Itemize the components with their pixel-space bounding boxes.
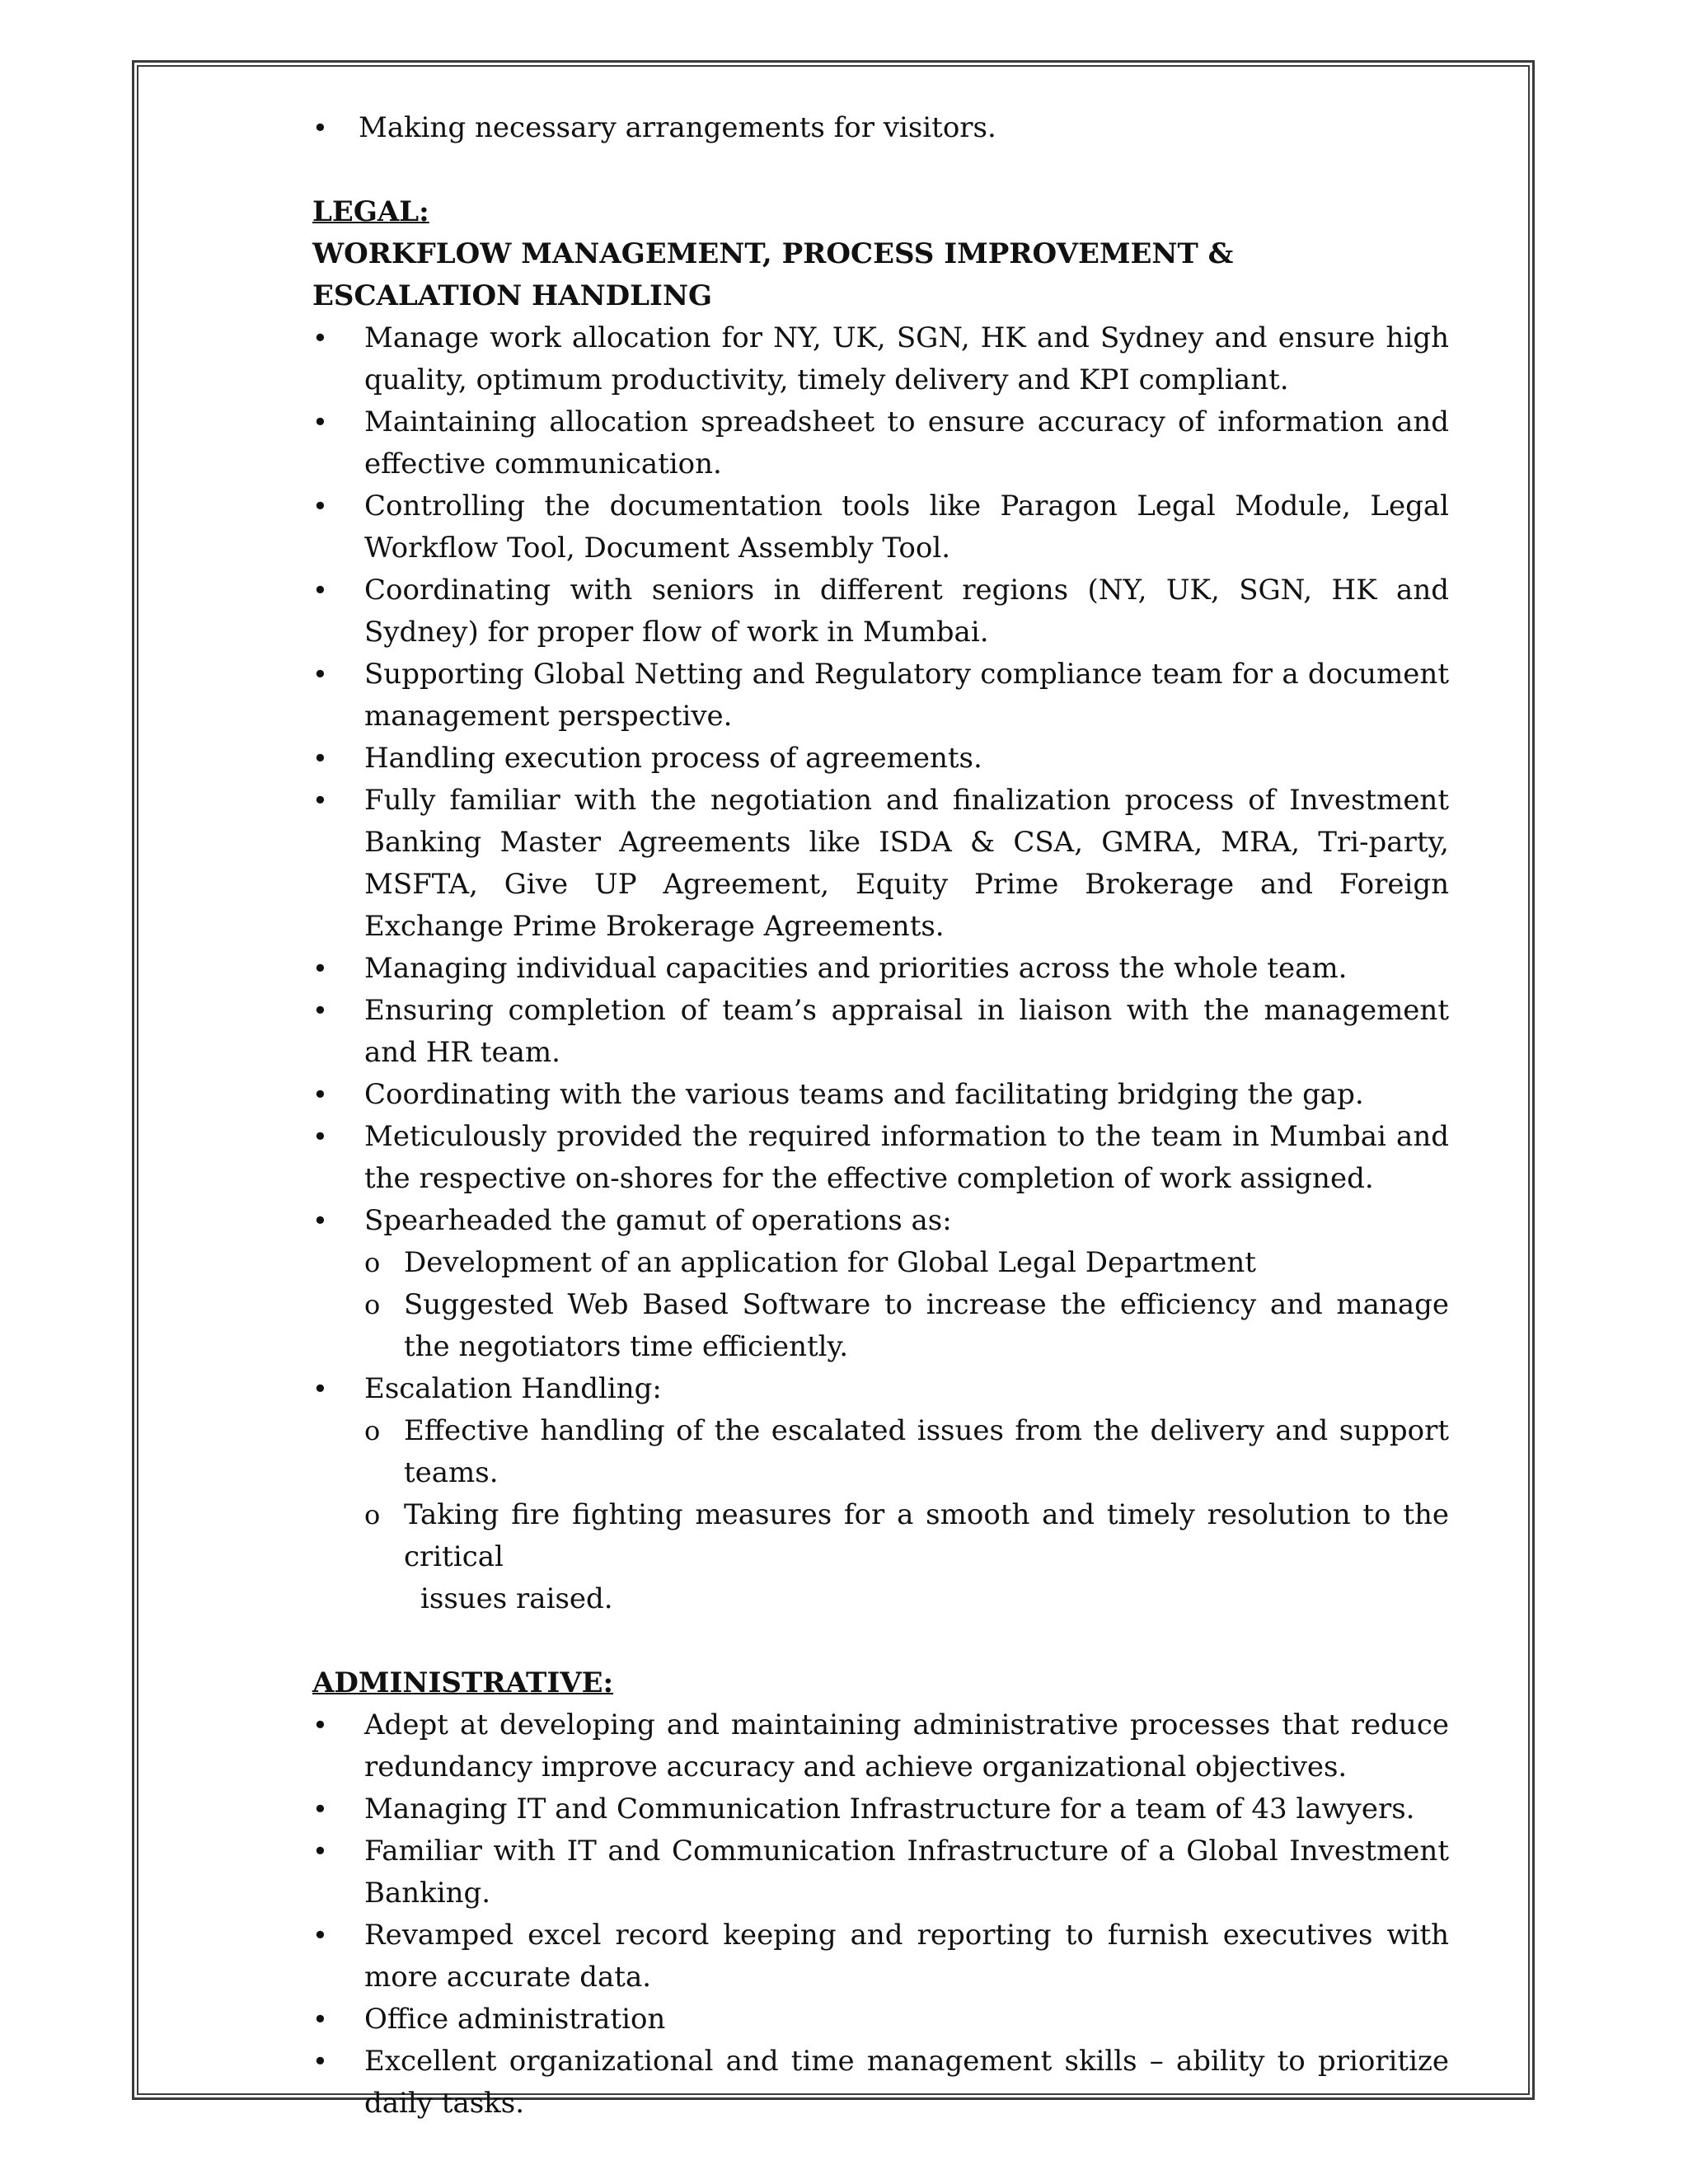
administrative-list xyxy=(312,1704,1449,2125)
list-item: • Managing individual capacities and priorities across the whole team. xyxy=(312,948,1449,990)
sub-list-item: o Development of an application for Global Legal Department xyxy=(364,1242,1449,1284)
bullet-icon: • xyxy=(312,1121,328,1152)
list-item: • Escalation Handling: o Effective handling of the escalated issues from the delivery and support teams. o Taking fire fighting measures for a smooth and timely resolution to the critical issues raised. xyxy=(312,1368,1449,1620)
document-body xyxy=(312,107,1449,2125)
bullet-icon: • xyxy=(312,1373,328,1404)
administrative-heading: ADMINISTRATIVE: xyxy=(312,1666,614,1699)
bullet-icon: • xyxy=(312,785,328,816)
sub-list-item: o Effective handling of the escalated issues from the delivery and support teams. xyxy=(364,1410,1449,1494)
bullet-icon: • xyxy=(312,1919,328,1951)
bullet-icon: • xyxy=(312,1835,328,1867)
list-item: • Excellent organizational and time management skills – ability to prioritize daily tasks. xyxy=(312,2041,1449,2125)
list-item: • Familiar with IT and Communication Infrastructure of a Global Investment Banking. xyxy=(312,1830,1449,1915)
legal-subheading: WORKFLOW MANAGEMENT, PROCESS IMPROVEMENT & ESCALATION HANDLING xyxy=(312,237,1234,312)
sub-bullet-icon: o xyxy=(364,1499,381,1530)
list-item: • Adept at developing and maintaining administrative processes that reduce redundancy improve accuracy and achieve organizational objectives. xyxy=(312,1704,1449,1788)
list-item: • Fully familiar with the negotiation and finalization process of Investment Banking Master Agreements like ISDA & CSA, GMRA, MRA, Tri-party, MSFTA, Give UP Agreement, Equity Prime Brokerage and Foreign Exchange Prime Brokerage Agreements. xyxy=(312,780,1449,948)
bullet-icon: • xyxy=(312,406,328,438)
list-item: • Supporting Global Netting and Regulatory compliance team for a document management perspective. xyxy=(312,654,1449,738)
spearheaded-sublist xyxy=(364,1242,1449,1368)
list-item: • Coordinating with the various teams and facilitating bridging the gap. xyxy=(312,1074,1449,1116)
list-item: • Coordinating with seniors in different regions (NY, UK, SGN, HK and Sydney) for proper flow of work in Mumbai. xyxy=(312,569,1449,654)
bullet-icon: • xyxy=(312,2004,328,2035)
list-item: • Office administration xyxy=(312,1999,1449,2041)
bullet-icon: • xyxy=(312,995,328,1026)
bullet-icon: • xyxy=(312,1079,328,1110)
bullet-icon: • xyxy=(312,490,328,522)
sub-bullet-icon: o xyxy=(364,1289,381,1320)
list-item: • Revamped excel record keeping and reporting to furnish executives with more accurate data. xyxy=(312,1915,1449,1999)
list-item: • Meticulously provided the required information to the team in Mumbai and the respective on-shores for the effective completion of work assigned. xyxy=(312,1116,1449,1200)
list-item: • Making necessary arrangements for visitors. xyxy=(312,107,1449,149)
legal-heading: LEGAL: xyxy=(312,195,429,228)
bullet-icon: • xyxy=(312,1709,328,1741)
list-item: • Controlling the documentation tools like Paragon Legal Module, Legal Workflow Tool, Document Assembly Tool. xyxy=(312,485,1449,569)
bullet-icon: • xyxy=(312,2046,328,2077)
bullet-icon: • xyxy=(312,953,328,984)
list-item: • Spearheaded the gamut of operations as: o Development of an application for Global Legal Department o Suggested Web Based Software to increase the efficiency and manage the negotiators time efficiently. xyxy=(312,1200,1449,1368)
list-item: • Ensuring completion of team’s appraisal in liaison with the management and HR team. xyxy=(312,990,1449,1074)
list-item: • Handling execution process of agreements. xyxy=(312,738,1449,780)
intro-list xyxy=(312,107,1449,149)
list-item: • Managing IT and Communication Infrastructure for a team of 43 lawyers. xyxy=(312,1788,1449,1830)
legal-list xyxy=(312,317,1449,1620)
list-item: • Manage work allocation for NY, UK, SGN, HK and Sydney and ensure high quality, optimum productivity, timely delivery and KPI compliant. xyxy=(312,317,1449,401)
list-item: • Maintaining allocation spreadsheet to ensure accuracy of information and effective communication. xyxy=(312,401,1449,485)
escalation-sublist xyxy=(364,1410,1449,1620)
bullet-icon: • xyxy=(312,574,328,606)
sub-list-item: o Suggested Web Based Software to increase the efficiency and manage the negotiators time efficiently. xyxy=(364,1284,1449,1368)
bullet-icon: • xyxy=(312,1793,328,1825)
sub-bullet-icon: o xyxy=(364,1247,381,1278)
bullet-icon: • xyxy=(312,112,328,143)
sub-bullet-icon: o xyxy=(364,1415,381,1446)
bullet-icon: • xyxy=(312,743,328,774)
sub-list-item: o Taking fire fighting measures for a smooth and timely resolution to the critical issues raised. xyxy=(364,1494,1449,1620)
bullet-icon: • xyxy=(312,658,328,690)
bullet-icon: • xyxy=(312,322,328,354)
bullet-icon: • xyxy=(312,1205,328,1236)
